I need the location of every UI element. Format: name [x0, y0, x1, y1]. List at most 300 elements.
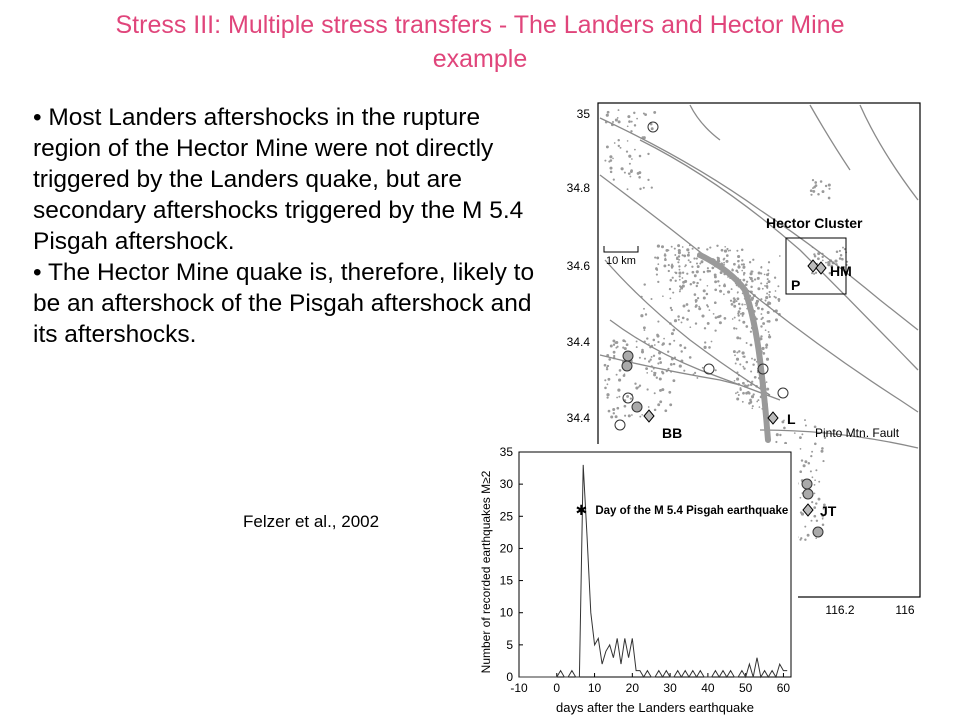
seismicity-dot: [754, 376, 757, 379]
seismicity-dot: [636, 118, 638, 120]
seismicity-dot: [643, 326, 646, 329]
seismicity-dot: [703, 296, 706, 299]
seismicity-dot: [812, 476, 814, 478]
seismicity-dot: [803, 464, 806, 467]
seismicity-dot: [613, 351, 616, 354]
seismicity-dot: [704, 346, 707, 349]
seismicity-dot: [725, 260, 728, 263]
seismicity-dot: [653, 355, 655, 357]
seismicity-dot: [659, 389, 662, 392]
seismicity-dot: [732, 268, 734, 270]
seismicity-dot: [709, 247, 711, 249]
seismicity-dot: [634, 124, 636, 126]
seismicity-dot: [821, 447, 824, 450]
seismicity-dot: [719, 290, 722, 293]
seismicity-dot: [839, 257, 842, 260]
seismicity-dot: [608, 358, 611, 361]
seismicity-dot: [811, 451, 813, 453]
seismicity-dot: [814, 484, 816, 486]
seismicity-dot: [760, 313, 762, 315]
x-axis-label: days after the Landers earthquake: [555, 700, 755, 715]
seismicity-dot: [719, 285, 721, 287]
seismicity-dot: [825, 185, 827, 187]
seismicity-dot: [674, 272, 676, 274]
seismicity-dot: [613, 355, 615, 357]
seismicity-dot: [733, 327, 735, 329]
seismicity-dot: [613, 179, 615, 181]
bullet-2: • The Hector Mine quake is, therefore, likely to be an aftershock of the Pisgah aftershock and its aftershocks.: [33, 259, 535, 348]
seismicity-dot: [682, 254, 684, 256]
seismicity-dot: [656, 256, 659, 259]
seismicity-dot: [820, 180, 823, 183]
seismicity-dot: [657, 245, 660, 248]
seismicity-dot: [723, 285, 725, 287]
seismicity-dot: [674, 254, 676, 256]
seismicity-dot: [699, 279, 701, 281]
seismicity-dot: [651, 356, 653, 358]
seismicity-dot: [692, 248, 694, 250]
seismicity-dot: [765, 299, 767, 301]
seismicity-dot: [656, 269, 658, 271]
seismicity-dot: [672, 379, 675, 382]
seismicity-dot: [738, 319, 740, 321]
seismicity-dot: [639, 188, 641, 190]
seismicity-dot: [675, 280, 677, 282]
y-tick-label: 20: [499, 541, 513, 556]
seismicity-dot: [813, 515, 816, 518]
seismicity-dot: [604, 387, 607, 390]
seismicity-dot: [804, 460, 807, 463]
seismicity-dot: [663, 338, 665, 340]
seismicity-dot: [641, 350, 644, 353]
seismicity-dot: [709, 309, 711, 311]
seismicity-dot: [768, 334, 770, 336]
x-tick-label: 0: [553, 681, 561, 695]
seismicity-dot: [670, 279, 673, 282]
seismicity-dot: [739, 389, 741, 391]
seismicity-dot: [618, 109, 620, 111]
scale-bar-label: 10 km: [606, 255, 636, 267]
seismicity-dot: [690, 283, 692, 285]
seismicity-dot: [755, 304, 757, 306]
seismicity-dot: [716, 245, 718, 247]
seismicity-dot: [629, 176, 631, 178]
seismicity-dot: [663, 264, 666, 267]
seismicity-dot: [634, 149, 636, 151]
seismicity-dot: [646, 337, 648, 339]
seismicity-dot: [769, 296, 771, 298]
seismicity-dot: [812, 190, 815, 193]
seismicity-dot: [746, 361, 749, 364]
seismicity-dot: [736, 378, 739, 381]
seismicity-dot: [653, 373, 656, 376]
seismicity-dot: [680, 286, 683, 289]
seismicity-dot: [825, 262, 827, 264]
seismicity-dot: [740, 313, 742, 315]
seismicity-dot: [713, 313, 715, 315]
seismicity-dot: [636, 346, 638, 348]
lat-label-34-6: 34.6: [566, 259, 590, 273]
seismicity-dot: [662, 295, 664, 297]
citation: Felzer et al., 2002: [243, 512, 380, 531]
seismicity-dot: [628, 414, 631, 417]
seismicity-dot: [685, 264, 687, 266]
seismicity-dot: [672, 292, 674, 294]
seismicity-dot: [701, 262, 703, 264]
seismicity-dot: [765, 344, 768, 347]
seismicity-dot: [604, 364, 607, 367]
seismicity-dot: [616, 374, 618, 376]
seismicity-dot: [678, 251, 681, 254]
seismicity-dot: [775, 441, 777, 443]
seismicity-dot: [766, 285, 769, 288]
seismicity-dot: [741, 248, 744, 251]
seismicity-dot: [760, 318, 762, 320]
seismicity-dot: [767, 311, 770, 314]
seismicity-dot: [794, 432, 796, 434]
seismicity-dot: [650, 298, 652, 300]
seismicity-dot: [706, 293, 709, 296]
seismicity-dot: [737, 260, 739, 262]
seismicity-dot: [723, 293, 725, 295]
seismicity-dot: [695, 304, 698, 307]
seismicity-dot: [617, 117, 619, 119]
seismicity-dot: [815, 502, 817, 504]
seismicity-dot: [682, 246, 684, 248]
seismicity-dot: [800, 537, 802, 539]
seismicity-dot: [762, 322, 765, 325]
seismicity-dot: [618, 396, 620, 398]
seismicity-dot: [610, 159, 613, 162]
seismicity-dot: [822, 256, 824, 258]
seismicity-dot: [734, 380, 736, 382]
seismicity-dot: [664, 409, 667, 412]
seismicity-dot: [612, 158, 614, 160]
seismicity-dot: [813, 273, 815, 275]
seismicity-dot: [805, 425, 807, 427]
seismicity-dot: [731, 303, 734, 306]
seismicity-dot: [720, 315, 722, 317]
seismicity-dot: [668, 391, 671, 394]
seismicity-dot: [757, 287, 760, 290]
seismicity-dot: [677, 261, 679, 263]
seismicity-dot: [661, 343, 663, 345]
seismicity-dot: [636, 340, 638, 342]
seismicity-dot: [707, 322, 710, 325]
seismicity-dot: [745, 392, 748, 395]
seismicity-dot: [654, 409, 657, 412]
x-tick-label: 20: [625, 681, 640, 695]
seismicity-dot: [609, 155, 612, 158]
seismicity-dot: [804, 526, 806, 528]
seismicity-dot: [706, 248, 708, 250]
seismicity-dot: [651, 186, 653, 188]
seismicity-dot: [624, 405, 627, 408]
seismicity-dot: [604, 160, 606, 162]
seismicity-dot: [645, 313, 647, 315]
seismicity-dot: [828, 183, 831, 186]
seismicity-dot: [764, 285, 766, 287]
seismicity-dot: [677, 315, 680, 318]
annotation-text: Day of the M 5.4 Pisgah earthquake: [595, 504, 789, 517]
seismicity-dot: [739, 307, 741, 309]
seismicity-dot: [697, 265, 700, 268]
seismicity-dot: [768, 280, 771, 283]
seismicity-dot: [617, 139, 619, 141]
seismicity-dot: [606, 145, 609, 148]
seismicity-dot: [694, 281, 696, 283]
seismicity-dot: [812, 187, 814, 189]
seismicity-dot: [617, 389, 620, 392]
seismicity-dot: [737, 391, 739, 393]
seismicity-dot: [635, 386, 638, 389]
seismicity-dot: [828, 197, 831, 200]
seismicity-dot: [756, 300, 759, 303]
seismicity-dot: [736, 398, 739, 401]
seismicity-dot: [643, 112, 645, 114]
seismicity-dot: [743, 367, 745, 369]
seismicity-dot: [698, 306, 700, 308]
seismicity-dot: [777, 285, 779, 287]
seismicity-dot: [751, 407, 753, 409]
seismicity-dot: [759, 406, 761, 408]
seismicity-dot: [686, 303, 689, 306]
seismicity-dot: [659, 361, 662, 364]
seismicity-dot: [741, 270, 743, 272]
seismicity-dot: [714, 288, 717, 291]
seismicity-dot: [801, 459, 803, 461]
seismicity-dot: [618, 379, 621, 382]
seismicity-dot: [750, 370, 752, 372]
seismicity-dot: [604, 379, 606, 381]
seismicity-dot: [624, 340, 626, 342]
seismicity-dot: [769, 291, 771, 293]
seismicity-dot: [839, 250, 841, 252]
seismicity-dot: [746, 281, 748, 283]
seismicity-dot: [651, 127, 654, 130]
seismicity-dot: [654, 344, 656, 346]
seismicity-dot: [754, 359, 756, 361]
seismicity-dot: [657, 281, 659, 283]
seismicity-dot: [742, 382, 745, 385]
y-tick-label: 15: [499, 573, 513, 588]
seismicity-dot: [810, 470, 812, 472]
seismicity-dot: [708, 346, 711, 349]
seismicity-dot: [639, 385, 641, 387]
seismicity-dot: [800, 448, 802, 450]
seismicity-dot: [679, 290, 681, 292]
seismicity-dot: [817, 257, 820, 260]
seismicity-dot: [644, 329, 646, 331]
seismicity-dot: [728, 250, 730, 252]
seismicity-dot: [639, 155, 642, 158]
seismicity-dot: [762, 288, 764, 290]
seismicity-dot: [707, 267, 709, 269]
seismicity-dot: [669, 288, 671, 290]
seismicity-dot: [608, 410, 611, 413]
seismicity-dot: [607, 111, 610, 114]
seismicity-dot: [648, 360, 650, 362]
jt-label: JT: [820, 503, 837, 519]
seismicity-dot: [742, 366, 744, 368]
seismicity-dot: [731, 288, 733, 290]
seismicity-dot: [697, 247, 699, 249]
lon-label-116-2: 116.2: [825, 603, 855, 617]
seismicity-dot: [800, 497, 802, 499]
seismicity-dot: [634, 383, 636, 385]
seismicity-dot: [738, 303, 740, 305]
seismicity-dot: [699, 263, 701, 265]
seismicity-dot: [683, 305, 686, 308]
seismicity-dot: [704, 327, 706, 329]
seismicity-dot: [679, 365, 682, 368]
seismicity-dot: [669, 403, 672, 406]
seismicity-dot: [624, 415, 626, 417]
seismicity-dot: [657, 341, 659, 343]
seismicity-dot: [738, 350, 740, 352]
seismicity-dot: [671, 332, 674, 335]
seismicity-dot: [800, 511, 802, 513]
seismicity-dot: [647, 179, 649, 181]
seismicity-dot: [737, 271, 739, 273]
seismicity-dot: [751, 358, 753, 360]
seismicity-dot: [811, 501, 813, 503]
bullet-1: • Most Landers aftershocks in the rupture region of the Hector Mine were not directly triggered by the Landers quake, but are secondary aftershocks triggered by the M 5.4 Pisgah aftershock.: [33, 104, 524, 255]
seismicity-dot: [612, 121, 614, 123]
seismicity-dot: [767, 269, 769, 271]
seismicity-dot: [679, 344, 682, 347]
y-tick-label: 35: [499, 445, 513, 459]
seismicity-dot: [671, 263, 673, 265]
seismicity-dot: [775, 318, 778, 321]
seismicity-dot: [814, 443, 817, 446]
lat-label-34-4b: 34.4: [566, 411, 590, 425]
seismicity-dot: [683, 255, 686, 258]
seismicity-dot: [673, 340, 675, 342]
seismicity-dot: [748, 392, 751, 395]
seismicity-dot: [637, 172, 640, 175]
seismicity-dot: [815, 272, 817, 274]
seismicity-dot: [628, 155, 631, 158]
seismicity-dot: [735, 392, 737, 394]
seismicity-dot: [719, 321, 722, 324]
plot-area: [519, 452, 791, 677]
seismicity-dot: [726, 248, 728, 250]
y-tick-label: 25: [499, 509, 513, 524]
seismicity-dot: [751, 297, 754, 300]
seismicity-dot: [766, 358, 769, 361]
seismicity-dot: [757, 307, 760, 310]
seismicity-dot: [822, 190, 825, 193]
seismicity-dot: [778, 300, 780, 302]
seismicity-dot: [733, 305, 736, 308]
seismicity-dot: [693, 257, 695, 259]
seismicity-dot: [779, 434, 781, 436]
seismicity-dot: [774, 277, 776, 279]
seismicity-dot: [683, 370, 685, 372]
seismicity-dot: [714, 275, 717, 278]
seismicity-dot: [734, 317, 736, 319]
seismicity-dot: [658, 357, 661, 360]
seismicity-dot: [757, 277, 760, 280]
seismicity-dot: [733, 350, 736, 353]
seismicity-dot: [734, 299, 736, 301]
seismicity-dot: [729, 249, 731, 251]
seismicity-dot: [727, 290, 730, 293]
seismicity-dot: [811, 520, 813, 522]
seismicity-dot: [618, 120, 621, 123]
seismicity-dot: [822, 260, 824, 262]
seismicity-dot: [664, 258, 667, 261]
seismicity-dot: [646, 372, 648, 374]
seismicity-dot: [654, 392, 656, 394]
seismicity-dot: [818, 481, 820, 483]
seismicity-dot: [734, 354, 736, 356]
seismicity-dot: [707, 285, 709, 287]
seismicity-dot: [818, 498, 821, 501]
seismicity-dot: [739, 337, 741, 339]
seismicity-dot: [779, 255, 781, 257]
seismicity-dot: [810, 194, 812, 196]
seismicity-dot: [627, 125, 629, 127]
seismicity-dot: [607, 383, 609, 385]
seismicity-dot: [615, 118, 618, 121]
seismicity-dot: [723, 258, 725, 260]
seismicity-dot: [656, 377, 658, 379]
seismicity-dot: [695, 299, 698, 302]
seismicity-dot: [682, 317, 685, 320]
y-tick-label: 10: [499, 605, 513, 620]
seismicity-dot: [616, 397, 618, 399]
seismicity-dot: [730, 300, 732, 302]
fault-label: Pinto Mtn. Fault: [815, 426, 900, 440]
seismicity-dot: [703, 289, 706, 292]
lat-label-35: 35: [576, 107, 590, 121]
seismicity-dot: [743, 272, 745, 274]
seismicity-dot: [698, 307, 701, 310]
lat-label-34-8: 34.8: [566, 181, 590, 195]
seismicity-dot: [673, 363, 675, 365]
seismicity-dot: [689, 326, 691, 328]
seismicity-dot: [692, 271, 695, 274]
seismicity-dot: [783, 427, 786, 430]
seismicity-dot: [816, 520, 818, 522]
seismicity-dot: [696, 377, 698, 379]
seismicity-dot: [644, 358, 646, 360]
seismicity-dot: [757, 399, 759, 401]
seismicity-dot: [766, 293, 768, 295]
seismicity-dot: [724, 317, 727, 320]
seismicity-dot: [668, 264, 670, 266]
seismicity-dot: [661, 245, 664, 248]
seismicity-dot: [766, 381, 768, 383]
seismicity-dot: [726, 254, 729, 257]
seismicity-dot: [817, 193, 820, 196]
seismicity-dot: [667, 249, 669, 251]
seismicity-dot: [815, 184, 818, 187]
seismicity-dot: [688, 259, 690, 261]
seismicity-dot: [714, 301, 717, 304]
seismicity-dot: [703, 271, 705, 273]
seismicity-dot: [744, 304, 746, 306]
hm-label: HM: [830, 263, 852, 279]
seismicity-dot: [653, 111, 656, 114]
seismicity-dot: [768, 320, 771, 323]
seismicity-dot: [679, 279, 681, 281]
seismicity-dot: [626, 151, 628, 153]
seismicity-dot: [749, 261, 751, 263]
seismicity-dot: [626, 395, 629, 398]
